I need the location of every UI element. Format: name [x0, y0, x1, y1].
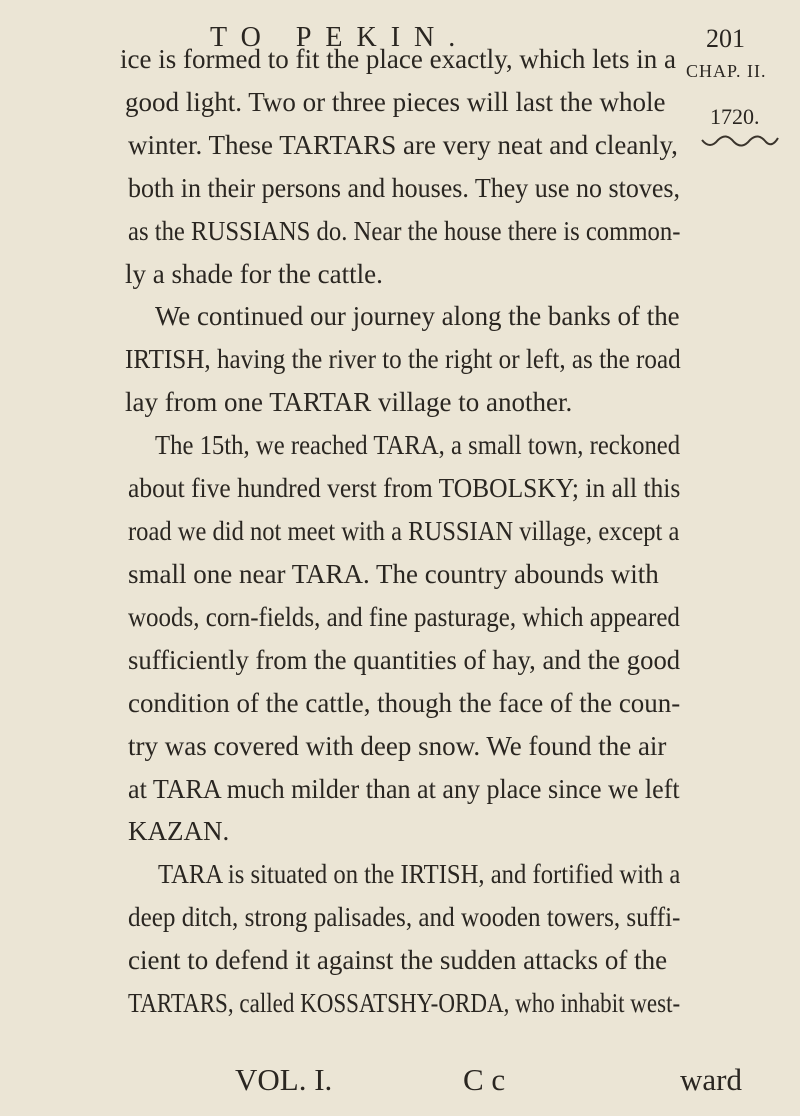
text-line: condition of the cattle, though the face of the coun-: [128, 688, 681, 718]
margin-year-note: 1720.: [710, 104, 760, 129]
text-line: cient to defend it against the sudden attacks of the: [128, 945, 668, 975]
text-line: good light. Two or three pieces will last the whole: [125, 87, 666, 117]
text-line: TARTARS, called KOSSATSHY-ORDA, who inhabit west-: [128, 988, 681, 1018]
margin-chapter-note: CHAP. II.: [686, 61, 767, 81]
text-line: about five hundred verst from TOBOLSKY; in all this: [128, 473, 681, 503]
text-line: both in their persons and houses. They use no stoves,: [128, 173, 680, 203]
text-line: small one near TARA. The country abounds with: [128, 559, 659, 589]
footer-volume: VOL. I.: [235, 1062, 333, 1097]
text-line: We continued our journey along the banks of the: [155, 301, 680, 331]
page-number: 201: [706, 24, 745, 53]
text-line: road we did not meet with a RUSSIAN village, except a: [128, 516, 680, 546]
text-line: IRTISH, having the river to the right or left, as the road: [125, 344, 681, 374]
footer-signature: C c: [463, 1062, 506, 1097]
text-line: sufficiently from the quantities of hay, and the good: [128, 645, 681, 675]
text-line: ly a shade for the cattle.: [125, 259, 383, 289]
text-line: The 15th, we reached TARA, a small town, reckoned: [155, 430, 681, 460]
flourish-ornament: [700, 134, 780, 152]
text-line: KAZAN.: [128, 816, 230, 846]
text-line: lay from one TARTAR village to another.: [125, 387, 573, 417]
text-line: at TARA much milder than at any place since we left: [128, 774, 680, 804]
running-title: TO PEKIN.: [210, 22, 470, 53]
text-line: as the RUSSIANS do. Near the house there is common-: [128, 216, 681, 246]
footer-catchword: ward: [680, 1062, 742, 1097]
text-line: deep ditch, strong palisades, and wooden towers, suffi-: [128, 902, 681, 932]
text-line: try was covered with deep snow. We found the air: [128, 731, 667, 761]
text-line: winter. These TARTARS are very neat and cleanly,: [128, 130, 678, 160]
text-line: ice is formed to fit the place exactly, which lets in a: [120, 44, 677, 74]
text-line: TARA is situated on the IRTISH, and fortified with a: [158, 859, 681, 889]
text-line: woods, corn-fields, and fine pasturage, which appeared: [128, 602, 680, 632]
